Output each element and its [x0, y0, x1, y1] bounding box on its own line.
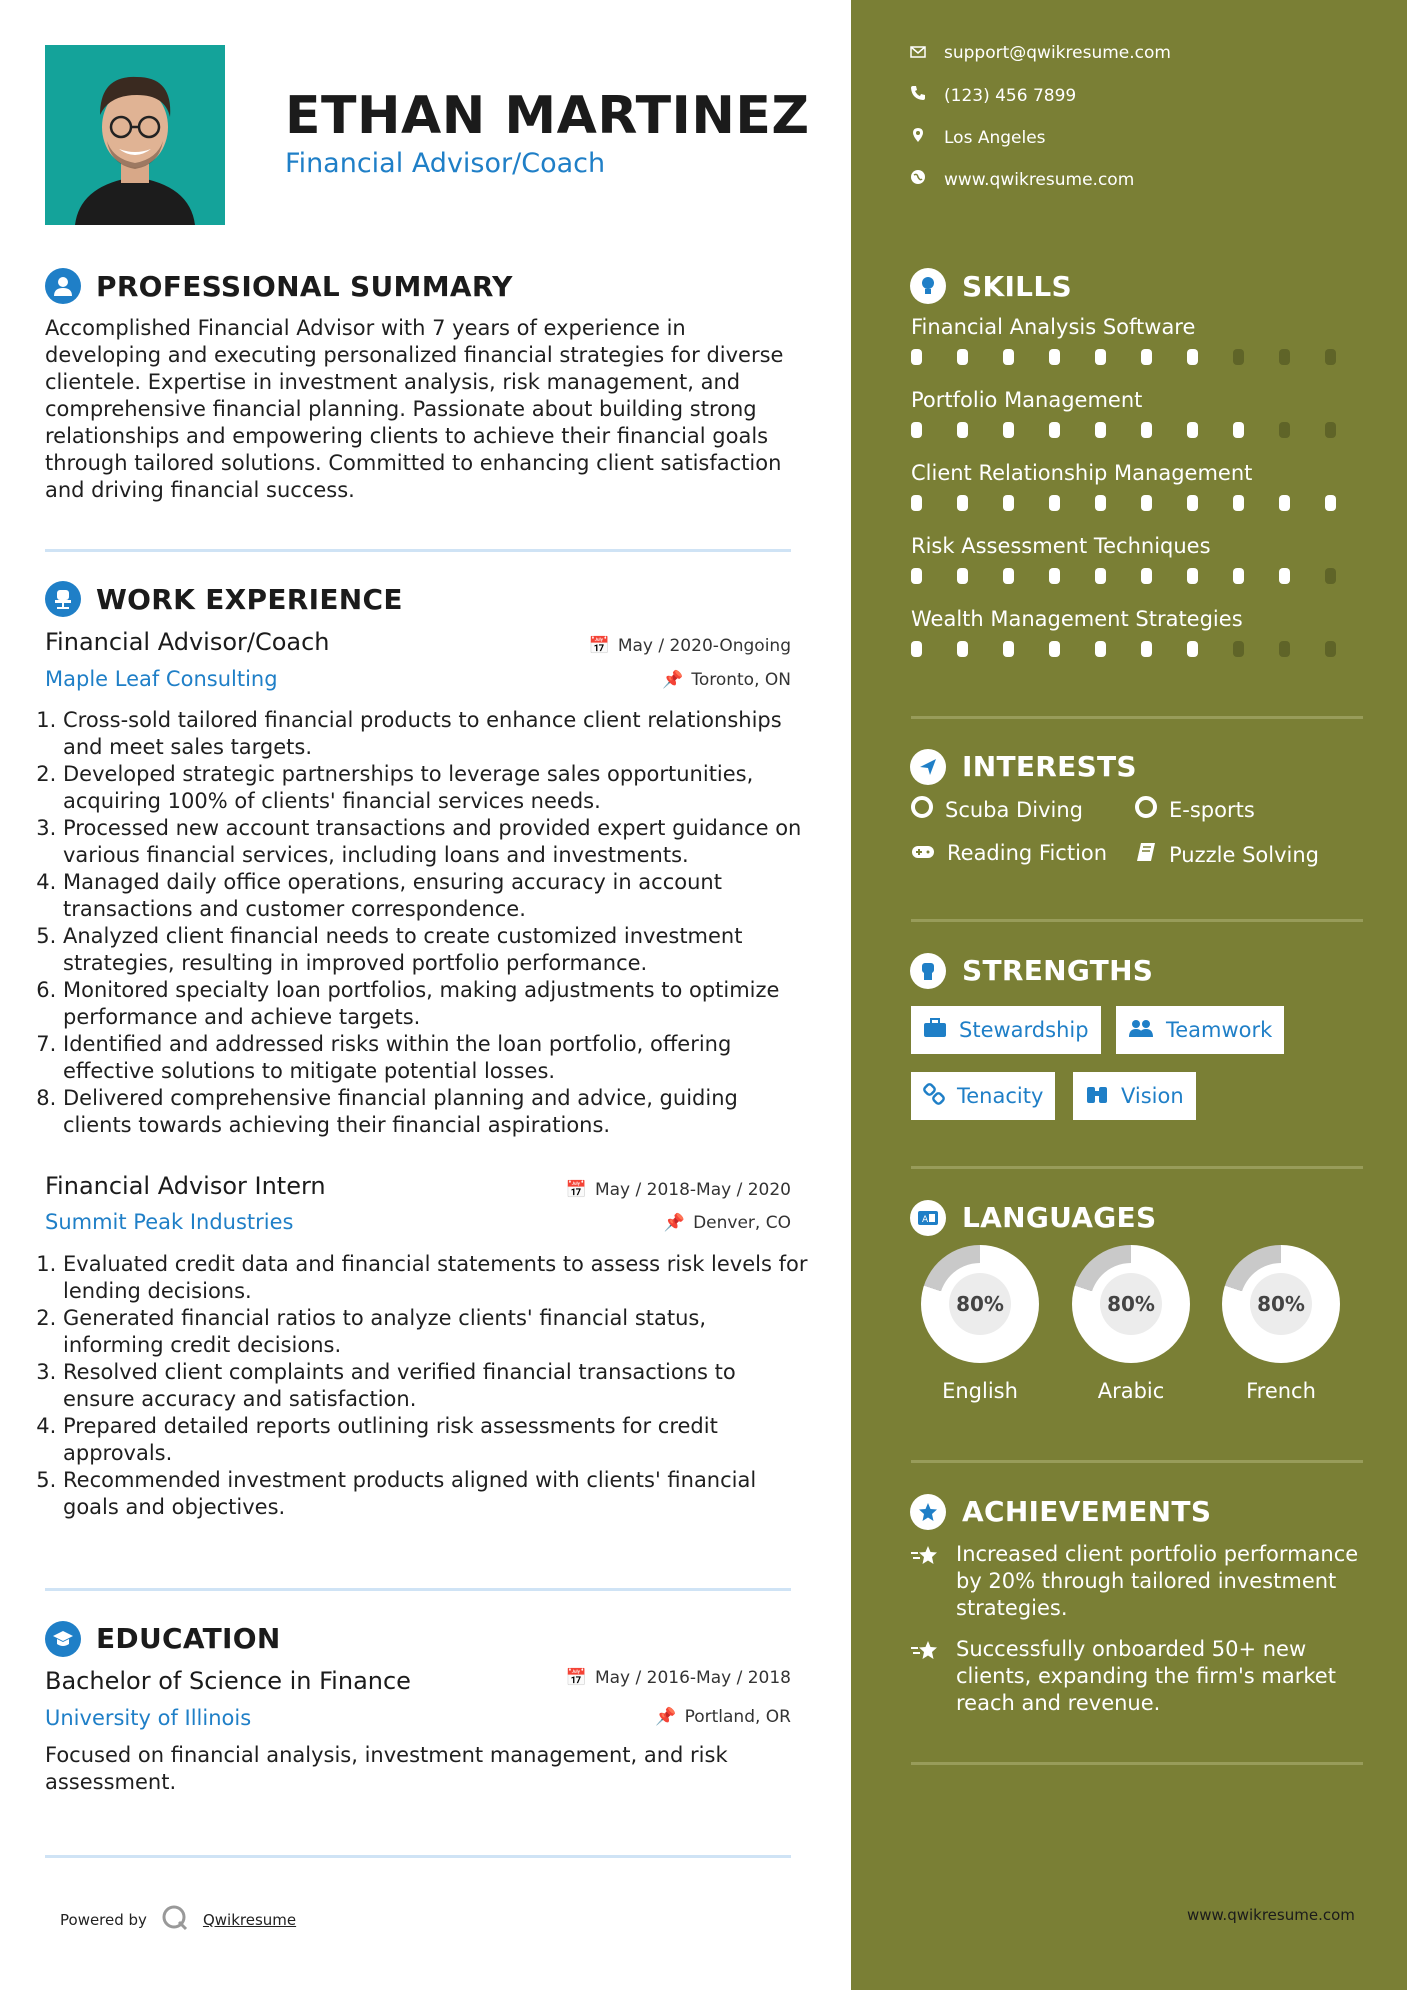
education-dates: 📅 May / 2016-May / 2018 — [565, 1668, 791, 1688]
list-item: 4. Managed daily office operations, ensuring accuracy in account transactions and customer correspondence. — [63, 869, 813, 923]
footer-website[interactable]: www.qwikresume.com — [1187, 1906, 1355, 1924]
paper-plane-icon — [910, 749, 946, 785]
rating-dot — [1141, 422, 1152, 438]
interest-item: Scuba Diving — [911, 796, 1083, 823]
experience-heading: WORK EXPERIENCE — [96, 583, 403, 616]
skill-label: Client Relationship Management — [911, 461, 1253, 485]
rating-dot — [1187, 568, 1198, 584]
job-location: 📌 Denver, CO — [663, 1213, 791, 1233]
strength-chip: Teamwork — [1116, 1006, 1284, 1054]
shooting-star-icon — [910, 1544, 940, 1622]
powered-by: Powered by Qwikresume — [60, 1904, 296, 1936]
pin-icon: 📌 — [663, 1213, 686, 1233]
rating-dot — [1187, 422, 1198, 438]
rating-dot — [1049, 349, 1060, 365]
languages-heading: LANGUAGES — [962, 1201, 1157, 1234]
language-percent: 80% — [1250, 1273, 1312, 1335]
skill-rating — [911, 349, 1371, 365]
sidebar-divider — [911, 1166, 1363, 1169]
rating-dot — [1049, 568, 1060, 584]
strengths-heading: STRENGTHS — [962, 954, 1154, 987]
language-label: French — [1246, 1379, 1316, 1403]
job-title: Financial Advisor Intern — [45, 1172, 326, 1200]
skill-item — [911, 607, 1371, 680]
calendar-icon: 📅 — [565, 1668, 587, 1688]
section-divider — [45, 549, 791, 552]
rating-dot — [1095, 641, 1106, 657]
skill-label: Financial Analysis Software — [911, 315, 1196, 339]
rating-dot — [957, 641, 968, 657]
rating-dot — [1095, 495, 1106, 511]
rating-dot — [957, 568, 968, 584]
language-percent: 80% — [1100, 1273, 1162, 1335]
interest-item: Reading Fiction — [911, 841, 1107, 865]
profile-photo — [45, 45, 225, 225]
skill-label: Portfolio Management — [911, 388, 1143, 412]
briefcase-chair-icon — [45, 581, 81, 617]
rating-dot — [1141, 641, 1152, 657]
rating-dot — [1325, 495, 1336, 511]
language-item — [1211, 1245, 1351, 1403]
sidebar-divider — [911, 716, 1363, 719]
strength-chip: Vision — [1073, 1072, 1196, 1120]
school-name: University of Illinois — [45, 1706, 252, 1730]
rating-dot — [1095, 349, 1106, 365]
gamepad-icon — [911, 841, 935, 865]
language-percent: 80% — [949, 1273, 1011, 1335]
rating-dot — [1003, 568, 1014, 584]
rating-dot — [957, 349, 968, 365]
rating-dot — [1325, 568, 1336, 584]
list-item: 1. Evaluated credit data and financial statements to assess risk levels for lending decisions. — [63, 1251, 813, 1305]
lightbulb-icon — [910, 268, 946, 304]
language-item — [1061, 1245, 1201, 1403]
contact-location: Los Angeles — [910, 127, 1046, 148]
company-name: Maple Leaf Consulting — [45, 667, 278, 691]
sidebar-divider — [911, 1762, 1363, 1765]
job-location: 📌 Toronto, ON — [662, 670, 791, 690]
rating-dot — [1233, 568, 1244, 584]
calendar-icon: 📅 — [565, 1180, 587, 1200]
skill-rating — [911, 495, 1371, 511]
rating-dot — [1325, 349, 1336, 365]
rating-dot — [1141, 495, 1152, 511]
calendar-icon: 📅 — [588, 636, 610, 656]
language-progress-ring — [921, 1245, 1039, 1363]
education-heading: EDUCATION — [96, 1622, 281, 1655]
list-item: 2. Developed strategic partnerships to leverage sales opportunities, acquiring 100% of clients' financial services needs. — [63, 761, 813, 815]
binoculars-icon — [1085, 1083, 1109, 1110]
pin-icon: 📌 — [662, 670, 684, 690]
users-icon — [1128, 1018, 1154, 1043]
rating-dot — [1233, 422, 1244, 438]
language-progress-ring — [1072, 1245, 1190, 1363]
language-progress-ring — [1222, 1245, 1340, 1363]
rating-dot — [911, 495, 922, 511]
rating-dot — [1279, 422, 1290, 438]
skills-heading: SKILLS — [962, 270, 1072, 303]
rating-dot — [1187, 349, 1198, 365]
section-divider — [45, 1588, 791, 1591]
rating-dot — [1187, 495, 1198, 511]
life-ring-icon — [911, 796, 933, 823]
rating-dot — [1003, 349, 1014, 365]
list-item: 4. Prepared detailed reports outlining risk assessments for credit approvals. — [63, 1413, 813, 1467]
interest-item: Puzzle Solving — [1135, 841, 1319, 868]
strength-chip: Stewardship — [911, 1006, 1101, 1054]
rating-dot — [1049, 641, 1060, 657]
rating-dot — [1279, 349, 1290, 365]
rating-dot — [1187, 641, 1198, 657]
envelope-icon — [910, 43, 926, 63]
rating-dot — [911, 641, 922, 657]
rating-dot — [1233, 641, 1244, 657]
achievement-item: Successfully onboarded 50+ new clients, expanding the firm's market reach and revenue. — [910, 1636, 1370, 1717]
contact-phone[interactable]: (123) 456 7899 — [910, 85, 1076, 106]
skill-item — [911, 461, 1371, 534]
language-label: English — [942, 1379, 1018, 1403]
link-icon — [923, 1083, 945, 1110]
interests-heading: INTERESTS — [962, 750, 1137, 783]
candidate-title: Financial Advisor/Coach — [285, 148, 606, 179]
job-bullets — [45, 1251, 813, 1521]
rating-dot — [1141, 349, 1152, 365]
phone-icon — [910, 85, 926, 106]
achievements-heading: ACHIEVEMENTS — [962, 1495, 1212, 1528]
rating-dot — [1233, 349, 1244, 365]
rating-dot — [1233, 495, 1244, 511]
svg-text:A: A — [922, 1215, 929, 1225]
rating-dot — [911, 568, 922, 584]
contact-website[interactable]: www.qwikresume.com — [910, 169, 1134, 190]
language-item — [910, 1245, 1050, 1403]
education-location: 📌 Portland, OR — [655, 1707, 791, 1727]
list-item: 6. Monitored specialty loan portfolios, making adjustments to optimize performance and achieve targets. — [63, 977, 813, 1031]
sidebar-divider — [911, 919, 1363, 922]
rating-dot — [911, 422, 922, 438]
rating-dot — [1095, 568, 1106, 584]
list-item: 2. Generated financial ratios to analyze clients' financial status, informing credit decisions. — [63, 1305, 813, 1359]
rating-dot — [957, 495, 968, 511]
rating-dot — [911, 349, 922, 365]
rating-dot — [1095, 422, 1106, 438]
section-divider — [45, 1855, 791, 1858]
job-dates: 📅 May / 2020-Ongoing — [588, 636, 791, 656]
rating-dot — [1279, 568, 1290, 584]
job-title: Financial Advisor/Coach — [45, 628, 330, 656]
rating-dot — [1003, 495, 1014, 511]
skill-item — [911, 388, 1371, 461]
fist-icon — [910, 953, 946, 989]
rating-dot — [1279, 495, 1290, 511]
rating-dot — [1325, 422, 1336, 438]
degree-title: Bachelor of Science in Finance — [45, 1667, 411, 1695]
skill-item — [911, 534, 1371, 607]
life-ring-icon — [1135, 796, 1157, 823]
rating-dot — [1049, 422, 1060, 438]
language-icon — [910, 1200, 946, 1236]
qwikresume-logo-icon — [161, 1904, 189, 1936]
contact-email[interactable]: support@qwikresume.com — [910, 43, 1171, 63]
list-item: 7. Identified and addressed risks within the loan portfolio, offering effective solutions to mitigate potential losses. — [63, 1031, 813, 1085]
list-item: 8. Delivered comprehensive financial planning and advice, guiding clients towards achieving their financial aspirations. — [63, 1085, 813, 1139]
skill-label: Risk Assessment Techniques — [911, 534, 1211, 558]
list-item: 5. Recommended investment products aligned with clients' financial goals and objectives. — [63, 1467, 813, 1521]
list-item: 3. Resolved client complaints and verified financial transactions to ensure accuracy and satisfaction. — [63, 1359, 813, 1413]
achievement-item: Increased client portfolio performance by 20% through tailored investment strategies. — [910, 1541, 1370, 1622]
qwikresume-link[interactable]: Qwikresume — [202, 1911, 297, 1929]
rating-dot — [1003, 422, 1014, 438]
graduation-cap-icon — [45, 1621, 81, 1657]
skill-rating — [911, 568, 1371, 584]
user-icon — [45, 268, 81, 304]
summary-text: Accomplished Financial Advisor with 7 years of experience in developing and executing personalized financial strategies for diverse clientele. Expertise in investment analysis, risk management, and comprehensive financial planning. Passionate about building strong relationships and empowering clients to achieve their financial goals through tailored solutions. Committed to enhancing client satisfaction and driving financial success. — [45, 316, 784, 502]
skills-list — [911, 315, 1371, 680]
pin-icon: 📌 — [655, 1707, 677, 1727]
rating-dot — [957, 422, 968, 438]
skill-label: Wealth Management Strategies — [911, 607, 1243, 631]
strength-chip: Tenacity — [911, 1072, 1055, 1120]
summary-heading: PROFESSIONAL SUMMARY — [96, 270, 513, 303]
company-name: Summit Peak Industries — [45, 1210, 294, 1234]
interest-item: E-sports — [1135, 796, 1255, 823]
list-item: 3. Processed new account transactions and provided expert guidance on various financial services, including loans and investments. — [63, 815, 813, 869]
rating-dot — [1141, 568, 1152, 584]
shooting-star-icon — [910, 1639, 940, 1717]
candidate-name: ETHAN MARTINEZ — [285, 86, 810, 146]
education-description: Focused on financial analysis, investment management, and risk assessment. — [45, 1743, 728, 1794]
briefcase-icon — [923, 1018, 947, 1043]
list-item: 5. Analyzed client financial needs to create customized investment strategies, resulting in improved portfolio performance. — [63, 923, 813, 977]
book-icon — [1135, 841, 1157, 868]
rating-dot — [1279, 641, 1290, 657]
star-badge-icon — [910, 1494, 946, 1530]
language-label: Arabic — [1097, 1379, 1165, 1403]
map-marker-icon — [910, 127, 926, 148]
skill-rating — [911, 422, 1371, 438]
rating-dot — [1049, 495, 1060, 511]
list-item: 1. Cross-sold tailored financial products to enhance client relationships and meet sales targets. — [63, 707, 813, 761]
job-bullets — [45, 707, 813, 1139]
skill-rating — [911, 641, 1371, 657]
sidebar-divider — [911, 1460, 1363, 1463]
rating-dot — [1325, 641, 1336, 657]
rating-dot — [1003, 641, 1014, 657]
skill-item — [911, 315, 1371, 388]
job-dates: 📅 May / 2018-May / 2020 — [565, 1180, 791, 1200]
globe-icon — [910, 169, 926, 190]
